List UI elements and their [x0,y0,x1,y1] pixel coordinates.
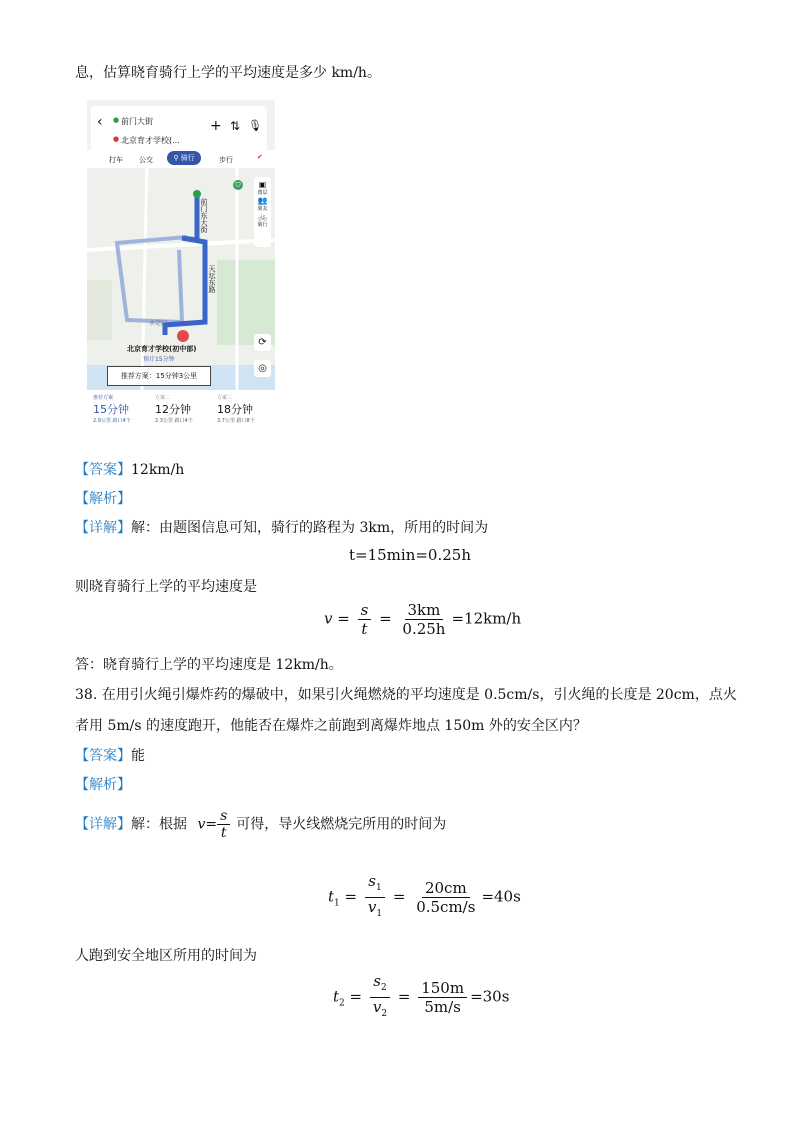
eq-result: =30s [470,987,510,1006]
answer-value: 12km/h [131,462,185,478]
end-dot-icon: ● [113,135,120,143]
route-option[interactable] [217,394,272,424]
layer-icon[interactable]: ▣ [258,180,267,189]
route-card [91,106,267,156]
question-38-line2: 者用 5m/s 的速度跑开，他能否在爆炸之前跑到离爆炸地点 150m 外的安全区内？ [75,718,587,734]
conclusion: 答：晓育骑行上学的平均速度是 12km/h。 [75,657,343,673]
bike-label: 骑行 [257,222,268,228]
question-text: 息，估算晓育骑行上学的平均速度是多少 km/h。 [75,65,381,81]
fraction: $\frac{s_1}{v_1}$ [365,872,385,923]
side-toolbar [254,177,271,247]
answer-line [75,745,145,765]
recommend-callout: 推荐方案：15分钟3公里 [107,366,211,386]
mode-tabs [87,150,275,168]
detail-text: 解：由题图信息可知，骑行的路程为 3km，所用的时间为 [131,520,489,536]
tab-bike-active[interactable]: ⚲ 骑行 [167,151,201,165]
fraction: $\frac{3km}{0.25h}$ [402,601,446,638]
mic-icon[interactable]: 🎙 [248,119,262,132]
street-label: 前门东大街 [200,198,208,233]
street-label: 永定门 [149,320,168,327]
layer-label: 图层 [257,190,268,196]
bike-icon[interactable]: 🚲 [257,212,268,221]
eq-var: v [324,609,333,628]
tab-walk[interactable]: 步行 [219,156,233,164]
fraction: $\frac{s}{t}$ [358,601,372,638]
riders-icon[interactable]: 👥 [257,196,268,205]
step-text: 人跑到安全地区所用的时间为 [75,948,257,964]
add-icon[interactable]: + [210,118,222,134]
riders-label: 骑友 [257,206,268,212]
equation-t2: $t_2$ = $\frac{s_2}{v_2}$ = $\frac{150m}{5m/s}$ =30s [333,972,509,1023]
detail-line [75,808,446,841]
street-label: 天坛东路 [208,265,216,293]
detail-label: 【详解】 [75,816,131,833]
answer-value: 能 [131,748,145,764]
route-time: 12分钟 [155,403,191,416]
answer-line [75,459,184,479]
answer-label: 【答案】 [75,748,131,764]
detail-text: 可得，导火线燃烧完所用的时间为 [236,816,447,833]
route-detail: 2.3公里 路口4个 [155,418,193,424]
analysis-label: 【解析】 [75,777,131,793]
route-options [87,390,275,435]
equation-t1: $t_1$ = $\frac{s_1}{v_1}$ = $\frac{20cm}{0.5cm/s}$ =40s [328,872,521,923]
route-time: 15分钟 [93,403,129,416]
analysis-label: 【解析】 [75,491,131,507]
map-screenshot [87,100,275,435]
tab-bus[interactable]: 公交 [139,156,153,164]
fraction: $\frac{s_2}{v_2}$ [370,972,390,1023]
start-dot-icon: ● [113,116,120,124]
route-time: 18分钟 [217,403,253,416]
back-icon[interactable]: ‹ [97,114,103,130]
answer-label: 【答案】 [75,462,131,478]
route-tag: 方案三 [217,395,233,401]
detail-text: 解：根据 [131,816,187,833]
question-38-line1: 38. 在用引火绳引爆炸药的爆破中，如果引火绳燃烧的平均速度是 0.5cm/s，引火绳的长度是 20cm，点火 [75,687,737,703]
tab-taxi[interactable]: 打车 [109,156,123,164]
more-icon[interactable]: ✔ [257,153,263,161]
park-icon: ⛉ [233,180,243,190]
equation-velocity: v = $\frac{s}{t}$ = $\frac{3km}{0.25h}$ =12km/h [324,601,522,638]
step-text: 则晓育骑行上学的平均速度是 [75,579,257,595]
route-detail: 3.7公里 路口8个 [217,418,255,424]
route-detail: 2.9公里 路口4个 [93,418,131,424]
end-location[interactable]: 北京育才学校(... [121,136,180,145]
fraction: v= $\frac{s}{t}$ [197,808,230,841]
route-tag: 推荐方案 [93,395,114,401]
swap-icon[interactable]: ⇅ [230,119,241,133]
detail-line [75,517,488,537]
route-tag: 方案二 [155,395,171,401]
detail-label: 【详解】 [75,520,131,536]
eq-result: =12km/h [451,609,522,628]
route-option[interactable] [93,394,148,424]
destination-label: 北京育才学校(初中部) [127,345,197,353]
fraction: $\frac{20cm}{0.5cm/s}$ [416,879,476,916]
equation-time: t=15min=0.25h [349,546,471,564]
destination-sub: 预计15分钟 [143,356,175,363]
eq-result: =40s [481,887,521,906]
route-option[interactable] [155,394,210,424]
refresh-icon[interactable]: ⟳ [254,334,271,351]
locate-icon[interactable]: ◎ [254,360,271,377]
fraction: $\frac{150m}{5m/s}$ [418,979,467,1016]
start-location[interactable]: 前门大街 [121,117,153,126]
